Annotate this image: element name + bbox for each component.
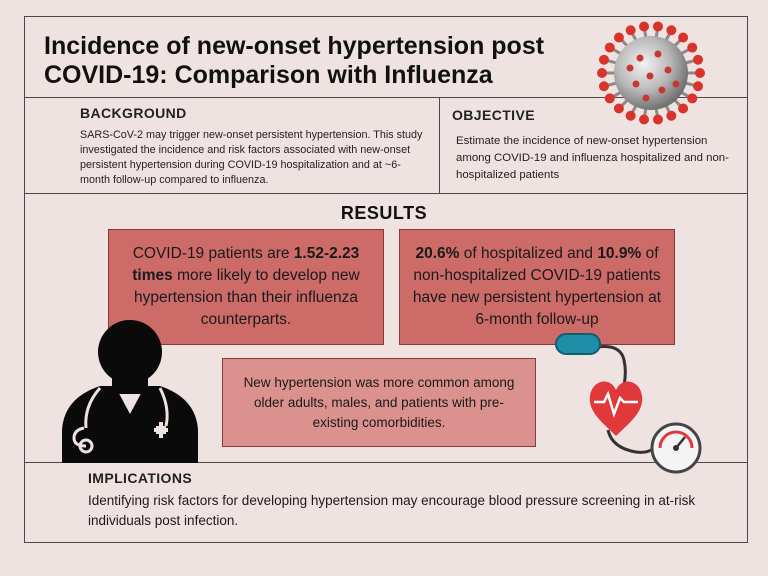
poster-title: Incidence of new-onset hypertension post COVID-19: Comparison with Influenza [44,32,545,89]
objective-heading: OBJECTIVE [452,107,535,123]
implications-text: Identifying risk factors for developing hypertension may encourage blood pressure screening in at-risk individuals post infection. [88,493,696,528]
background-heading: BACKGROUND [80,105,187,121]
results-heading: RESULTS [340,203,428,223]
heart-icon [590,381,642,436]
cuff-shape [556,334,600,354]
background-text: SARS-CoV-2 may trigger new-onset persistent hypertension. This study investigated the incidence and risk factors associated with new-onset persistent hypertension during COVID-19 hospitalization and at ~6-month follow-up compared to influenza. [80,129,423,186]
objective-text: Estimate the incidence of new-onset hypertension among COVID-19 and influenza hospitalized and non-hospitalized patients [456,135,729,181]
gauge-icon [652,424,700,472]
finding-risk-factors-box [222,358,536,447]
finding-relative-risk-text: COVID-19 patients are 1.52-2.23 times more likely to develop new hypertension than their influenza counterparts. [132,245,360,328]
coronavirus-icon [592,18,710,128]
divider-background-objective [439,97,440,193]
finding-incidence-text: 20.6% of hospitalized and 10.9% of non-hospitalized COVID-19 patients have new persistent hypertension at 6-month follow-up [412,245,662,328]
doctor-icon [60,318,200,463]
non-hospitalized-rate: 10.9% [597,245,642,262]
hospitalized-rate: 20.6% [415,245,460,262]
implications-heading: IMPLICATIONS [88,470,193,486]
relative-risk-value: 1.52-2.23 times [132,245,360,284]
divider-results [24,193,748,194]
blood-pressure-monitor-icon [548,320,718,480]
finding-risk-factors-text: New hypertension was more common among older adults, males, and patients with pre-existing comorbidities. [243,374,515,430]
